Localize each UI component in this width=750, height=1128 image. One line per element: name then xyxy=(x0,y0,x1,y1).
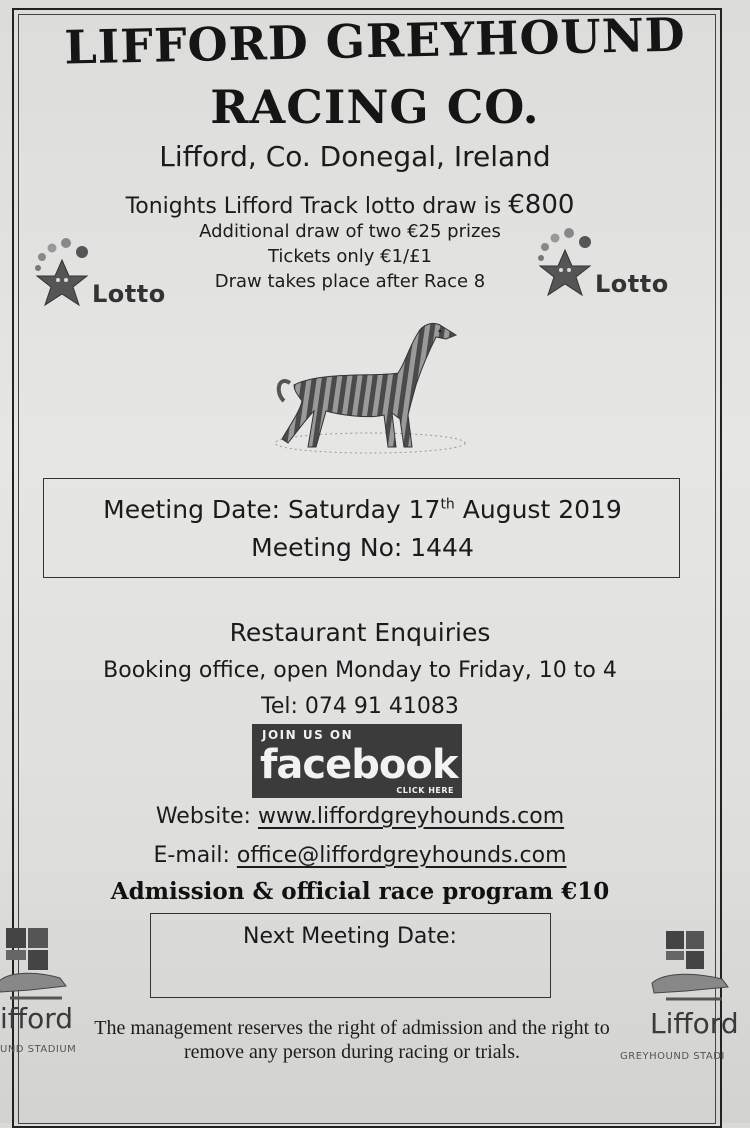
lotto-ticket-price: Tickets only €1/£1 xyxy=(267,246,433,267)
booking-office-hours: Booking office, open Monday to Friday, 10 to 4 xyxy=(103,658,617,683)
website-label: Website: xyxy=(155,804,258,829)
management-notice: The management reserves the right of admission and the right to remove any person during racing or trials. xyxy=(94,1017,610,1063)
lotto-info xyxy=(0,190,700,294)
email-label: E-mail: xyxy=(153,843,237,868)
greyhound-illustration xyxy=(260,315,475,475)
lotto-draw-amount: €800 xyxy=(508,190,575,220)
title-line-1: LIFFORD GREYHOUND xyxy=(63,7,687,75)
stadium-logo-left xyxy=(0,920,100,1060)
facebook-wordmark: facebook xyxy=(260,742,458,788)
next-meeting-box xyxy=(150,913,551,998)
lotto-additional-draw: Additional draw of two €25 prizes xyxy=(199,221,501,242)
lotto-draw-time: Draw takes place after Race 8 xyxy=(214,271,486,292)
title-line-2: RACING CO. xyxy=(210,80,540,134)
facebook-join-text: JOIN US ON xyxy=(262,728,354,742)
facebook-click-here: CLICK HERE xyxy=(396,786,454,795)
stadium-subtitle-left: UND STADIUM xyxy=(0,1044,77,1055)
next-meeting-label: Next Meeting Date: xyxy=(243,924,457,949)
stadium-logo-right xyxy=(622,925,750,1065)
admission-price: Admission & official race program €10 xyxy=(110,878,610,905)
website-link[interactable]: www.liffordgreyhounds.com xyxy=(257,804,565,829)
lotto-draw-line xyxy=(0,190,700,220)
facebook-button[interactable] xyxy=(252,724,462,798)
meeting-date-ordinal: th xyxy=(440,496,455,513)
lotto-logo-text: Lotto xyxy=(595,270,669,298)
stadium-emblem-icon xyxy=(0,920,100,1010)
meeting-date-prefix: Meeting Date: Saturday 17 xyxy=(103,495,441,524)
stadium-name-left: ifford xyxy=(0,1002,73,1035)
website-line xyxy=(0,804,720,829)
telephone: Tel: 074 91 41083 xyxy=(261,694,459,719)
meeting-date xyxy=(44,495,681,524)
email-link[interactable]: office@liffordgreyhounds.com xyxy=(236,843,567,868)
location-subtitle: Lifford, Co. Donegal, Ireland xyxy=(159,140,551,173)
meeting-info-box xyxy=(43,478,680,578)
meeting-date-suffix: August 2019 xyxy=(454,495,622,524)
stadium-emblem-icon xyxy=(622,925,750,1015)
lotto-draw-prefix: Tonights Lifford Track lotto draw is xyxy=(125,194,509,219)
stadium-subtitle-right: GREYHOUND STADI xyxy=(620,1051,725,1062)
stadium-name-right: Lifford xyxy=(650,1007,739,1040)
lotto-logo-text: Lotto xyxy=(92,280,166,308)
email-line xyxy=(0,843,720,868)
meeting-number: Meeting No: 1444 xyxy=(251,533,474,562)
restaurant-heading: Restaurant Enquiries xyxy=(229,618,491,647)
